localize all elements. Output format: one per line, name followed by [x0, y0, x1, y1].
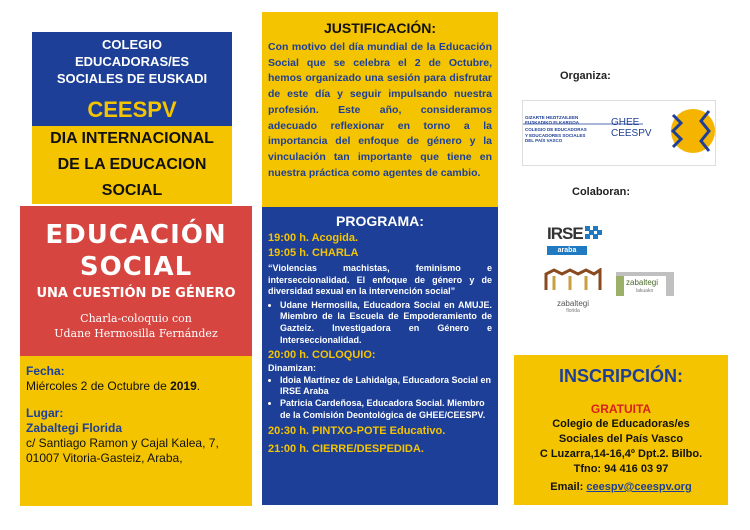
poster-line: Charla-coloquio con: [80, 312, 192, 325]
pintxo-item: 20:30 h. PINTXO-POTE Educativo.: [268, 425, 446, 438]
programa-section: [262, 207, 498, 505]
inscripcion-section: [514, 355, 728, 505]
irse-araba-logo: IRSE araba: [545, 214, 605, 262]
coloquio-item: 20:00 h. COLOQUIO:: [268, 349, 376, 362]
zabaltegi-lakuako-logo: zabaltegi lakuako: [612, 268, 678, 308]
acogida-item: 19:00 h. Acogida.: [268, 232, 359, 244]
dinamizador-item: • Idoia Martínez de Lahidalga, Educadora Social en IRSE Araba: [280, 375, 492, 398]
charla-title: “Violencias machistas, feminismo e interseccionalidad. El enfoque de género y de diversidad sexual en la intervención social”: [268, 263, 492, 297]
programa-title: PROGRAMA:: [336, 213, 424, 229]
ghee-ceespv-logo: GIZARTE HEZITZAILEEN EUSKADIKO ELKARGOA COLEGIO DE EDUCADORAS Y EDUCADORES SOCIALES DEL PAÍS VASCO GHEE CEESPV: [522, 100, 716, 166]
colegio-header: [32, 32, 232, 94]
organiza-label: Organiza:: [560, 70, 611, 82]
poster-line: SOCIAL: [79, 252, 193, 282]
address-line: c/ Santiago Ramon y Cajal Kalea, 7,: [26, 436, 219, 450]
colaboran-label: Colaboran:: [572, 186, 631, 198]
speaker-item: • Udane Hermosilla, Educadora Social en AMUJE. Miembro de la Escuela de Empoderamiento de Gazteiz. Investigadora en Género e Interseccionalidad.: [280, 300, 492, 346]
poster-line: UNA CUESTIÓN DE GÉNERO: [36, 286, 236, 301]
fecha-label: Fecha:: [26, 364, 65, 378]
email-line: Email: ceespv@ceespv.org: [550, 481, 692, 493]
email-link[interactable]: ceespv@ceespv.org: [586, 481, 692, 493]
event-title-line: DIA INTERNACIONAL: [50, 130, 214, 147]
cierre-item: 21:00 h. CIERRE/DESPEDIDA.: [268, 443, 424, 456]
event-title-line: DE LA EDUCACION: [57, 156, 207, 173]
event-title: [32, 126, 232, 204]
justificacion-title: JUSTIFICACIÓN:: [324, 20, 436, 36]
lugar-name: Zabaltegi Florida: [26, 421, 123, 435]
colegio-line: EDUCADORAS/ES: [74, 54, 190, 69]
charla-item: 19:05 h. CHARLA: [268, 247, 359, 259]
address-line: 01007 Vitoria-Gasteiz, Araba,: [26, 451, 183, 465]
inscripcion-title: INSCRIPCIÓN:: [558, 366, 683, 386]
phone-line: Tfno: 94 416 03 97: [573, 463, 669, 475]
ghee-brand: GHEE: [611, 117, 640, 128]
poster-line: EDUCACIÓN: [45, 220, 227, 250]
dinamizador-item: • Patricia Cardeñosa, Educadora Social. Miembro de la Comisión Deontológica de GHEE/CEESPV.: [280, 398, 492, 421]
event-info: [20, 356, 252, 506]
ceespv-brand: CEESPV: [611, 128, 652, 139]
zabaltegi-florida-logo: zabaltegi florida: [540, 268, 606, 314]
justificacion-section: [262, 12, 498, 207]
ceespv-title: CEESPV: [32, 94, 232, 126]
poster-line: Udane Hermosilla Fernández: [54, 327, 218, 340]
event-poster: [20, 206, 252, 356]
lugar-label: Lugar:: [26, 406, 64, 420]
address-line: C Luzarra,14-16,4º Dpt.2. Bilbo.: [539, 448, 703, 460]
fecha-value: Miércoles 2 de Octubre de 2019.: [26, 379, 201, 393]
colegio-line: SOCIALES DE EUSKADI: [56, 71, 208, 86]
colegio-line: COLEGIO: [102, 37, 162, 52]
justificacion-text: Con motivo del día mundial de la Educación Social que se celebra el 2 de Octubre, hemos organizado una sesión para disfrutar de este día y seguir impulsando nuestra profesión. Este año, consideramos adecuado reflexionar en torno a la importancia del enfoque de género y la vinculación tan importante que tiene en nuestra práctica como agentes de cambio.: [268, 41, 492, 179]
dinamizan-label: Dinamizan:: [268, 363, 317, 374]
org-line: Sociales del País Vasco: [558, 433, 684, 445]
org-line: Colegio de Educadoras/es: [552, 418, 690, 430]
gratuita-label: GRATUITA: [590, 402, 652, 416]
event-title-line: SOCIAL: [101, 182, 163, 199]
